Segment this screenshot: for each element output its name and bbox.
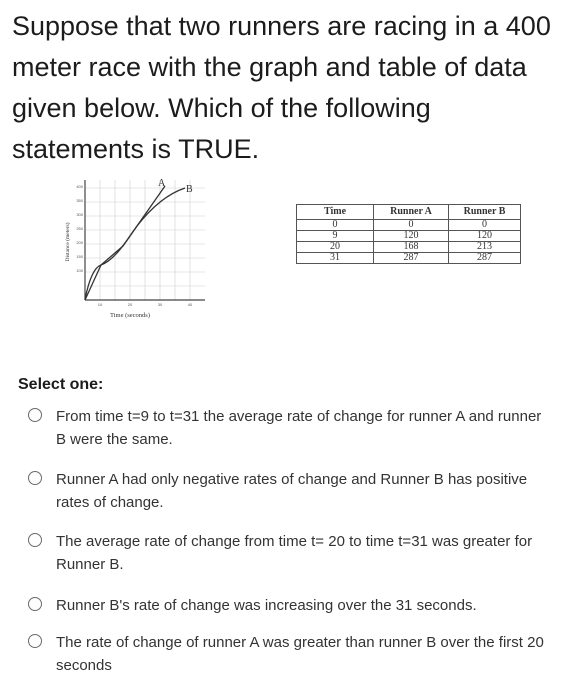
distance-time-graph — [55, 170, 225, 330]
table-cell: 287 — [374, 253, 449, 264]
curve-label-b: B — [186, 184, 193, 195]
header-runner-a: Runner A — [374, 205, 449, 220]
table-row — [297, 220, 521, 231]
option-text[interactable]: The rate of change of runner A was greater than runner B over the first 20 seconds — [56, 634, 544, 674]
header-runner-b: Runner B — [449, 205, 521, 220]
x-tick-label: 20 — [127, 302, 133, 307]
graph-gridlines — [85, 180, 205, 300]
y-axis-label: Distance (meters) — [65, 222, 71, 262]
x-tick-label: 40 — [187, 302, 193, 307]
y-tick-label: 150 — [76, 254, 83, 259]
table-row — [297, 242, 521, 253]
x-tick-label: 10 — [97, 302, 103, 307]
y-tick-label: 250 — [76, 226, 83, 231]
table-cell: 287 — [449, 253, 521, 264]
y-tick-label: 400 — [76, 184, 83, 189]
table-cell: 20 — [297, 242, 374, 253]
table-cell: 9 — [297, 231, 374, 242]
table-cell: 31 — [297, 253, 374, 264]
radio-button[interactable] — [28, 408, 42, 422]
table-row — [297, 231, 521, 242]
table-cell: 120 — [374, 231, 449, 242]
curve-label-a: A — [158, 178, 166, 189]
radio-button[interactable] — [28, 634, 42, 648]
table-cell: 120 — [449, 231, 521, 242]
option-text[interactable]: From time t=9 to t=31 the average rate of change for runner A and runner B were the same. — [56, 408, 542, 448]
radio-button[interactable] — [28, 597, 42, 611]
option-text[interactable]: Runner A had only negative rates of change and Runner B has positive rates of change. — [56, 471, 528, 511]
radio-button[interactable] — [28, 533, 42, 547]
y-tick-label: 300 — [76, 212, 83, 217]
table-header-row — [297, 205, 521, 220]
y-tick-label: 200 — [76, 240, 83, 245]
x-axis-label: Time (seconds) — [109, 312, 151, 319]
runner-data-table — [296, 204, 521, 264]
table-cell: 0 — [297, 220, 374, 231]
header-time: Time — [297, 205, 374, 220]
table-cell: 0 — [374, 220, 449, 231]
table-cell: 0 — [449, 220, 521, 231]
table-cell: 168 — [374, 242, 449, 253]
table-cell: 213 — [449, 242, 521, 253]
option-text[interactable]: The average rate of change from time t= 20 to time t=31 was greater for Runner B. — [56, 533, 533, 573]
question-text: Suppose that two runners are racing in a 400 meter race with the graph and table of data given below. Which of the following statements is TRUE. — [12, 11, 551, 164]
option-text[interactable]: Runner B's rate of change was increasing over the 31 seconds. — [56, 597, 477, 614]
select-one-label: Select one: — [18, 376, 104, 393]
x-tick-label: 30 — [157, 302, 163, 307]
y-tick-label: 100 — [76, 268, 83, 273]
table-row — [297, 253, 521, 264]
radio-button[interactable] — [28, 471, 42, 485]
y-tick-label: 350 — [76, 198, 83, 203]
